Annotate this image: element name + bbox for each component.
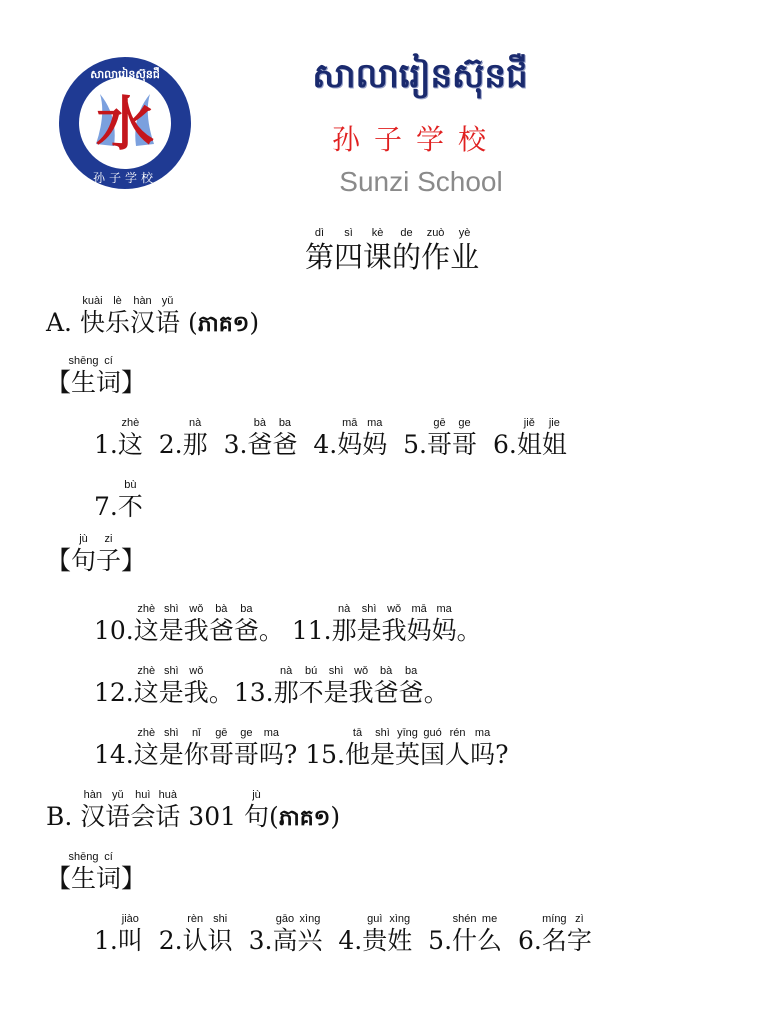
volume-khmer-label: ភាគ១ <box>278 806 331 831</box>
pinyin-annotation: nà <box>337 603 351 615</box>
ruby-char: shì 是 <box>323 665 349 707</box>
sentence-row: 14. zhè 这 shì 是 nǐ 你 gē 哥 ge 哥 ma 吗? 15. tā 他 shì 是 yīng 英 guó 国 rén 人 ma 吗? <box>94 727 509 769</box>
pinyin-annotation: jie <box>548 417 560 429</box>
item-number: 3. <box>248 926 273 955</box>
pinyin-annotation: ge <box>458 417 471 429</box>
vocab-heading: 【 shēng 生 cí 词】 <box>46 355 147 397</box>
pinyin-annotation: bà <box>380 665 393 677</box>
ruby-char: ge 哥 <box>452 417 478 459</box>
pinyin-annotation: rén <box>449 727 466 739</box>
ruby-char: ma 妈 <box>431 603 457 645</box>
pinyin-annotation: zì <box>575 913 584 925</box>
pinyin-annotation: guó <box>423 727 442 739</box>
item-number: 2. <box>158 430 183 459</box>
ruby-char: sì 四 <box>334 227 364 274</box>
pinyin-annotation: shén <box>452 913 477 925</box>
ruby-char: me 么 <box>477 913 503 955</box>
ruby-char: shén 什 <box>452 913 478 955</box>
logo-center-char: 水 <box>95 90 155 158</box>
pinyin-annotation: bú <box>304 665 318 677</box>
ruby-char: shì 是 <box>158 727 184 769</box>
pinyin-annotation: shēng <box>68 355 99 367</box>
item-number: 5. <box>403 430 428 459</box>
ruby-char: gāo 高 <box>272 913 298 955</box>
ruby-char: wǒ 我 <box>348 665 374 707</box>
ruby-char: ma 吗 <box>258 727 284 769</box>
ruby-char: wǒ 我 <box>183 665 209 707</box>
pinyin-annotation: zhè <box>137 665 156 677</box>
pinyin-annotation: gē <box>215 727 228 739</box>
ruby-char: zhè 这 <box>133 665 159 707</box>
ruby-char: guó 国 <box>420 727 446 769</box>
pinyin-annotation: cí <box>104 355 113 367</box>
pinyin-annotation: gāo <box>275 913 295 925</box>
pinyin-annotation: huà <box>158 789 178 801</box>
item-number: 5. <box>428 926 453 955</box>
ruby-char: jiě 姐 <box>516 417 542 459</box>
item-number: 1. <box>94 430 118 459</box>
pinyin-annotation: nà <box>279 665 293 677</box>
pinyin-annotation: tā <box>352 727 363 739</box>
ruby-char: cí 词 <box>96 851 122 893</box>
ruby-char: shēng 生 <box>68 851 99 893</box>
ruby-char: shì 是 <box>158 665 184 707</box>
pinyin-annotation: shi <box>213 913 228 925</box>
pinyin-annotation: me <box>481 913 498 925</box>
ruby-char: ba 爸 <box>233 603 259 645</box>
ruby-char: zuò 作 <box>421 227 451 274</box>
ruby-char: ma 妈 <box>362 417 388 459</box>
svg-text:សាលារៀនស៊ុនជឺ: សាលារៀនស៊ុនជឺ <box>90 68 160 81</box>
item-number: 13. <box>233 678 274 707</box>
pinyin-annotation: shēng <box>68 851 99 863</box>
pinyin-annotation: yīng <box>397 727 418 739</box>
ruby-char: shēng 生 <box>68 355 99 397</box>
pinyin-annotation: jiào <box>121 913 139 925</box>
ruby-char: nǐ 你 <box>183 727 209 769</box>
pinyin-annotation: míng <box>542 913 567 925</box>
pinyin-annotation: ma <box>474 727 491 739</box>
pinyin-annotation: guì <box>367 913 383 925</box>
pinyin-annotation: ma <box>436 603 452 615</box>
ruby-char: bù 不 <box>117 479 143 521</box>
ruby-char: huà 话 <box>155 789 181 831</box>
ruby-char: shi 识 <box>207 913 233 955</box>
ruby-char: xìng 兴 <box>297 913 323 955</box>
pinyin-annotation: kuài <box>82 295 103 307</box>
ruby-char: rén 人 <box>445 727 471 769</box>
ruby-char: shì 是 <box>356 603 382 645</box>
ruby-char: zhè 这 <box>133 727 159 769</box>
item-number: 1. <box>94 926 118 955</box>
pinyin-annotation: shì <box>328 665 344 677</box>
ruby-char: zhè 这 <box>133 603 159 645</box>
svg-text:孙子学校: 孙子学校 <box>92 171 158 185</box>
pinyin-annotation: shì <box>163 603 179 615</box>
pinyin-annotation: ma <box>263 727 279 739</box>
sentence-row: 12. zhè 这 shì 是 wǒ 我。13. nà 那 bú 不 shì 是 wǒ 我 bà 爸 ba 爸。 <box>94 665 449 707</box>
pinyin-annotation: ge <box>240 727 253 739</box>
ruby-char: de 的 <box>392 227 422 274</box>
pinyin-annotation: zhè <box>121 417 140 429</box>
ruby-char: rèn 认 <box>182 913 208 955</box>
ruby-char: lè 乐 <box>104 295 130 337</box>
ruby-char: bà 爸 <box>208 603 234 645</box>
ruby-char: gē 哥 <box>427 417 453 459</box>
ruby-char: nà 那 <box>182 417 208 459</box>
ruby-char: zi 子 <box>96 533 122 575</box>
item-number: 7. <box>94 492 118 521</box>
ruby-char: ba 爸 <box>398 665 424 707</box>
pinyin-annotation: rèn <box>187 913 204 925</box>
pinyin-annotation: jiě <box>523 417 535 429</box>
pinyin-annotation: ba <box>240 603 253 615</box>
ruby-char: nà 那 <box>331 603 357 645</box>
section-b-heading: B. hàn 汉 yǔ 语 huì 会 huà 话 301 jù 句(ភាគ១) <box>46 789 341 831</box>
ruby-char: xìng 姓 <box>387 913 413 955</box>
pinyin-annotation: wǒ <box>354 665 369 677</box>
pinyin-annotation: hàn <box>83 789 102 801</box>
english-school-name: Sunzi School <box>339 166 503 197</box>
pinyin-annotation: jù <box>252 789 261 801</box>
pinyin-annotation: jù <box>79 533 88 545</box>
ruby-char: yǔ 语 <box>105 789 131 831</box>
ruby-char: wǒ 我 <box>183 603 209 645</box>
khmer-school-name: សាលារៀនស៊ុនជឺ <box>312 56 528 96</box>
school-logo <box>56 54 194 192</box>
ruby-char: mā 妈 <box>406 603 432 645</box>
pinyin-annotation: cí <box>104 851 113 863</box>
pinyin-annotation: bà <box>253 417 267 429</box>
pinyin-annotation: mā <box>342 417 358 429</box>
item-number: 10. <box>94 616 134 645</box>
pinyin-annotation: nǐ <box>192 727 201 739</box>
chinese-school-name: 孙子学校 <box>331 123 500 156</box>
item-number: 4. <box>313 430 338 459</box>
ruby-char: zì 字 <box>566 913 592 955</box>
sentence-row: 10. zhè 这 shì 是 wǒ 我 bà 爸 ba 爸。 11. nà 那 shì 是 wǒ 我 mā 妈 ma 妈。 <box>94 603 482 645</box>
pinyin-annotation: shì <box>163 665 179 677</box>
item-number: A. <box>46 308 73 337</box>
pinyin-annotation: bà <box>215 603 228 615</box>
item-number: 12. <box>94 678 134 707</box>
pinyin-annotation: wǒ <box>387 603 402 615</box>
item-number: 2. <box>158 926 183 955</box>
vocab-list-row <box>94 417 567 460</box>
ruby-char: bú 不 <box>298 665 324 707</box>
pinyin-annotation: ba <box>405 665 418 677</box>
ruby-char: zhè 这 <box>117 417 143 459</box>
pinyin-annotation: zhè <box>137 727 156 739</box>
ruby-char: hàn 汉 <box>80 789 106 831</box>
item-number: 301 <box>188 802 237 831</box>
pinyin-annotation: gē <box>433 417 446 429</box>
ruby-char: bà 爸 <box>373 665 399 707</box>
item-number: 6. <box>492 430 517 459</box>
ruby-char: nà 那 <box>273 665 299 707</box>
pinyin-annotation: yǔ <box>161 295 174 307</box>
ruby-char: kè 课 <box>363 227 393 274</box>
volume-khmer-label: ភាគ១ <box>197 312 250 337</box>
ruby-char: yīng 英 <box>395 727 421 769</box>
pinyin-annotation: hàn <box>133 295 152 307</box>
pinyin-annotation: ba <box>278 417 292 429</box>
pinyin-annotation: sì <box>344 227 353 239</box>
pinyin-annotation: zi <box>104 533 113 545</box>
pinyin-annotation: nà <box>189 417 202 429</box>
ruby-char: cí 词 <box>96 355 122 397</box>
item-number: 15. <box>305 740 345 769</box>
ruby-char: mā 妈 <box>337 417 363 459</box>
ruby-char: kuài 快 <box>79 295 105 337</box>
ruby-char: wǒ 我 <box>381 603 407 645</box>
pinyin-annotation: mā <box>411 603 427 615</box>
ruby-char: hàn 汉 <box>130 295 156 337</box>
pinyin-annotation: shì <box>375 727 390 739</box>
item-number: 4. <box>338 926 363 955</box>
vocab-list-row <box>94 913 592 956</box>
worksheet-title <box>305 227 480 274</box>
pinyin-annotation: wǒ <box>189 603 204 615</box>
ruby-char: guì 贵 <box>362 913 388 955</box>
item-number: 11. <box>291 616 332 645</box>
ruby-char: tā 他 <box>344 727 370 769</box>
ruby-char: shì 是 <box>370 727 396 769</box>
pinyin-annotation: zhè <box>137 603 156 615</box>
ruby-char: huì 会 <box>130 789 156 831</box>
ruby-char: jie 姐 <box>541 417 567 459</box>
item-number: B. <box>46 802 73 831</box>
pinyin-annotation: wǒ <box>189 665 204 677</box>
pinyin-annotation: bù <box>124 479 137 491</box>
pinyin-annotation: huì <box>135 789 151 801</box>
ruby-char: jù 句 <box>71 533 97 575</box>
pinyin-annotation: zuò <box>426 227 445 239</box>
item-number: 3. <box>223 430 248 459</box>
ruby-char: dì 第 <box>305 227 335 274</box>
pinyin-annotation: lè <box>113 295 122 307</box>
item-number: 6. <box>517 926 542 955</box>
ruby-char: jù 句 <box>243 789 269 831</box>
ruby-char: ge 哥 <box>233 727 259 769</box>
pinyin-annotation: xìng <box>299 913 321 925</box>
pinyin-annotation: de <box>400 227 413 239</box>
ruby-char: shì 是 <box>158 603 184 645</box>
pinyin-annotation: yǔ <box>111 789 124 801</box>
section-a-heading: A. kuài 快 lè 乐 hàn 汉 yǔ 语 (ភាគ១) <box>46 295 260 337</box>
pinyin-annotation: yè <box>458 227 471 239</box>
vocab-heading: 【 shēng 生 cí 词】 <box>46 851 147 893</box>
item-number: 14. <box>94 740 134 769</box>
pinyin-annotation: xìng <box>389 913 411 925</box>
pinyin-annotation: shì <box>163 727 179 739</box>
pinyin-annotation: kè <box>371 227 384 239</box>
ruby-char: yǔ 语 <box>155 295 181 337</box>
ruby-char: jiào 叫 <box>117 913 143 955</box>
pinyin-annotation: shì <box>361 603 377 615</box>
pinyin-annotation: ma <box>367 417 383 429</box>
ruby-char: ma 吗 <box>470 727 496 769</box>
ruby-char: yè 业 <box>450 227 480 274</box>
ruby-char: gē 哥 <box>208 727 234 769</box>
ruby-char: míng 名 <box>541 913 567 955</box>
ruby-char: ba 爸 <box>272 417 298 459</box>
sentences-heading: 【 jù 句 zi 子】 <box>46 533 147 575</box>
ruby-char: bà 爸 <box>247 417 273 459</box>
vocab-list-row <box>94 479 143 522</box>
pinyin-annotation: dì <box>314 227 325 239</box>
